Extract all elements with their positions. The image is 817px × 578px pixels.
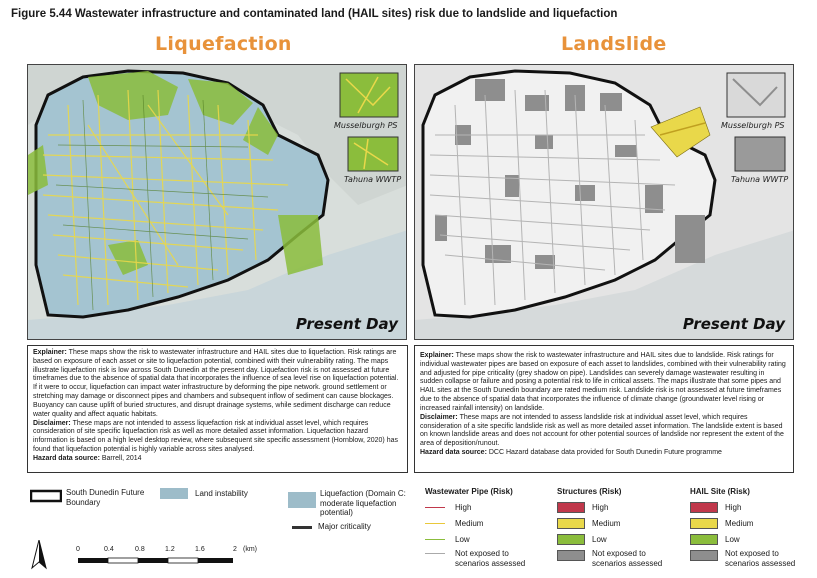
hail-medium-swatch — [690, 518, 718, 529]
legend-structures-not-exposed — [557, 549, 682, 568]
structures-medium-swatch — [557, 518, 585, 529]
legend-pipe-high-label: High — [455, 503, 472, 512]
figure-title: Figure 5.44 Wastewater infrastructure and contaminated land (HAIL sites) risk due to landslide and liquefaction — [11, 8, 618, 20]
inset-label-tahuna: Tahuna WWTP — [344, 175, 402, 184]
scale-bar — [78, 556, 258, 566]
hail-low-swatch — [690, 534, 718, 545]
structures-low-swatch — [557, 534, 585, 545]
scale-tick-5: 2 — [233, 546, 237, 553]
inset-label-tahuna-right: Tahuna WWTP — [731, 175, 789, 184]
scale-unit: (km) — [243, 546, 257, 553]
legend-pipe-low — [425, 535, 470, 544]
source-text-right: DCC Hazard database data provided for South Dunedin Future programme — [486, 448, 722, 456]
explainer-label-left: Explainer: — [33, 349, 67, 356]
land-instability-swatch — [160, 488, 188, 499]
legend-hail-heading: HAIL Site (Risk) — [690, 487, 750, 496]
scale-tick-0: 0 — [76, 546, 80, 553]
scale-tick-3: 1.2 — [165, 546, 175, 553]
source-label-left: Hazard data source: — [33, 454, 100, 462]
legend-pipe-not-exposed-label: Not exposed to scenarios assessed — [455, 549, 526, 568]
legend-pipe-medium — [425, 519, 483, 528]
disclaimer-label-left: Disclaimer: — [33, 419, 71, 427]
landslide-map-canvas — [415, 65, 794, 340]
legend-structures-high — [557, 502, 608, 513]
legend-structures-not-exposed-label: Not exposed to scenarios assessed — [592, 549, 663, 568]
pipe-high-line — [425, 507, 445, 508]
pipe-medium-line — [425, 523, 445, 524]
present-day-label-right: Present Day — [682, 315, 785, 333]
legend-structures-medium-label: Medium — [592, 519, 621, 528]
major-criticality-line — [292, 526, 312, 529]
legend-hail-not-exposed-label: Not exposed to scenarios assessed — [725, 549, 796, 568]
legend-pipe-heading: Wastewater Pipe (Risk) — [425, 487, 513, 496]
hail-high-swatch — [690, 502, 718, 513]
legend-structures-high-label: High — [592, 503, 609, 512]
legend-structures-heading: Structures (Risk) — [557, 487, 622, 496]
legend-land-instability-label: Land instability — [195, 489, 248, 498]
legend-pipe-high — [425, 503, 471, 512]
liquefaction-swatch — [288, 492, 316, 508]
pipe-low-line — [425, 539, 445, 540]
scale-tick-2: 0.8 — [135, 546, 145, 553]
legend-hail-not-exposed — [690, 549, 815, 568]
source-text-left: Barrell, 2014 — [99, 454, 142, 462]
legend-boundary-label: South Dunedin Future Boundary — [66, 488, 145, 507]
source-label-right: Hazard data source: — [420, 448, 487, 456]
inset-label-musselburgh-right: Musselburgh PS — [721, 121, 785, 130]
explainer-text-left: These maps show the risk to wastewater infrastructure and HAIL sites due to liquefaction. Risk ratings are based on exposure of each asset or site to liquefaction potential, combined with their vulnerability rating. The maps illustrate liquefaction risk is low across South Dunedin at the present day. Liquefaction risk is not assessed at future timeframes due to the absence of spatial data that incorporates the influence of sea level rise on liquefaction potential. If it were to occur, liquefaction can impact water infrastructure by deforming the pipe network. ground settlement or stretching may damage or disconnect pipes and chambers and subsequent inflow of sediment can cause blockages. Buoyancy can cause uplift of buried structures, and disrupt drainage systems, while sediment discharge can reduce water quality and affect aquatic habitats. — [33, 349, 399, 418]
legend-hail-high-label: High — [725, 503, 742, 512]
landslide-map — [414, 64, 794, 340]
disclaimer-label-right: Disclaimer: — [420, 413, 458, 421]
liquefaction-map — [27, 64, 407, 340]
legend-structures-medium — [557, 518, 620, 529]
landslide-text-box — [414, 345, 794, 473]
structures-not-exposed-swatch — [557, 550, 585, 561]
disclaimer-text-left: These maps are not intended to assess liquefaction risk at individual asset level, which requires consideration of site specific liquefaction risk as well as more detailed asset information. Liquefaction hazard information is based on a high level desktop review, where subsequent site specific assessment (Hornblow, 2020) has found that liquefaction potential is highly variable across sites analysed. — [33, 419, 398, 453]
scale-tick-4: 1.6 — [195, 546, 205, 553]
legend-hail-medium — [690, 518, 753, 529]
scale-tick-1: 0.4 — [104, 546, 114, 553]
legend-structures-low — [557, 534, 607, 545]
panel-title-landslide: Landslide — [561, 33, 667, 55]
legend-pipe-not-exposed — [425, 549, 545, 568]
legend-structures-low-label: Low — [592, 535, 607, 544]
pipe-not-exposed-line — [425, 553, 445, 554]
explainer-text-right: These maps show the risk to wastewater infrastructure and HAIL sites due to landslide. Risk ratings for individual wastewater pipes are based on exposure of each asset to landslides, combined with their vulnerability rating and adjusted for pipe criticality (grey shadow on pipe). Landslides can severely damage wastewater resulting in sudden collapse or failure and posing a potential risk to life in critical assets. The maps illustrate that some pipes and HAIL sites at the South Dunedin boundary are rated medium risk. Landslide risk is not assessed at future timeframes due to the absence of spatial data that incorporates the influence of climate change (groundwater level rising or increased rainfall intensity) on landslide. — [420, 352, 786, 412]
legend-land-instability — [160, 488, 248, 499]
structures-high-swatch — [557, 502, 585, 513]
panel-title-liquefaction: Liquefaction — [155, 33, 292, 55]
legend-hail-medium-label: Medium — [725, 519, 754, 528]
explainer-label-right: Explainer: — [420, 352, 454, 359]
liquefaction-map-canvas — [28, 65, 407, 340]
disclaimer-text-right: These maps are not intended to assess landslide risk at individual asset level, which requires consideration of a site specific landslide risk as well as more detailed asset information. The landslide extent is based on known landslide areas and does not account for other potential sources of landslide nor represent the extent of the area of deposition/runout. — [420, 413, 784, 448]
liquefaction-text-box — [27, 345, 408, 473]
legend-liquefaction-label: Liquefaction (Domain C: moderate liquefaction potential) — [320, 489, 406, 518]
legend-hail-high — [690, 502, 741, 513]
legend-pipe-medium-label: Medium — [455, 519, 484, 528]
legend-hail-low — [690, 534, 740, 545]
inset-label-musselburgh: Musselburgh PS — [334, 121, 398, 130]
hail-not-exposed-swatch — [690, 550, 718, 561]
present-day-label-left: Present Day — [295, 315, 398, 333]
boundary-swatch — [30, 489, 62, 503]
north-arrow-icon — [31, 540, 47, 570]
legend-pipe-low-label: Low — [455, 535, 470, 544]
legend-hail-low-label: Low — [725, 535, 740, 544]
legend-major-criticality-label: Major criticality — [318, 522, 371, 531]
